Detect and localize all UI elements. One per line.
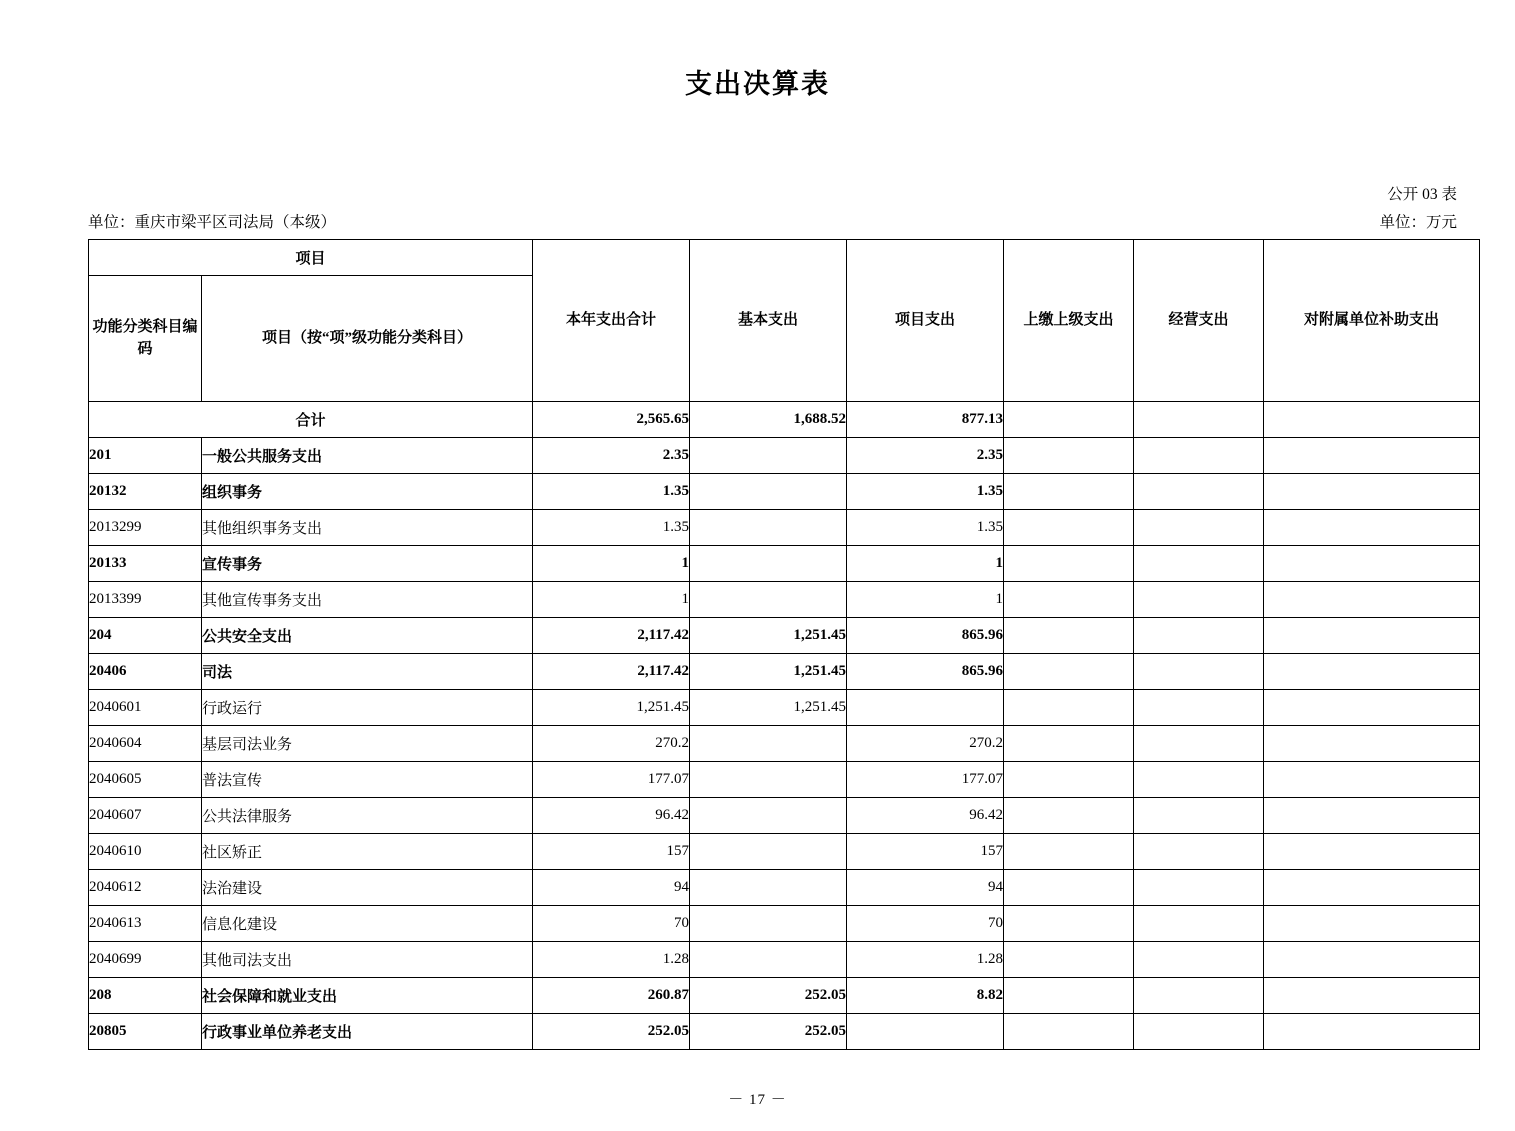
table-row <box>89 726 1480 762</box>
cell-code: 20132 <box>89 474 202 510</box>
cell-subsidy <box>1264 618 1480 654</box>
table-row <box>89 690 1480 726</box>
page-number: － 17 － <box>728 1092 787 1108</box>
table-header <box>89 240 1480 402</box>
total-row-operating <box>1134 402 1264 438</box>
cell-name: 司法 <box>202 654 533 690</box>
cell-total: 252.05 <box>533 1014 690 1050</box>
cell-project: 96.42 <box>847 798 1004 834</box>
cell-upper <box>1004 942 1134 978</box>
cell-basic <box>690 726 847 762</box>
cell-code: 2040613 <box>89 906 202 942</box>
cell-name: 信息化建设 <box>202 906 533 942</box>
cell-subsidy <box>1264 474 1480 510</box>
cell-code: 204 <box>89 618 202 654</box>
cell-upper <box>1004 654 1134 690</box>
cell-subsidy <box>1264 798 1480 834</box>
column-header-project: 项目支出 <box>847 240 1004 402</box>
table-row <box>89 1014 1480 1050</box>
cell-upper <box>1004 798 1134 834</box>
cell-operating <box>1134 978 1264 1014</box>
cell-project <box>847 1014 1004 1050</box>
cell-upper <box>1004 870 1134 906</box>
column-header-upper: 上缴上级支出 <box>1004 240 1134 402</box>
cell-basic <box>690 942 847 978</box>
cell-basic: 252.05 <box>690 1014 847 1050</box>
cell-total: 1 <box>533 546 690 582</box>
cell-total: 94 <box>533 870 690 906</box>
page-title: 支出决算表 <box>685 69 830 99</box>
cell-basic <box>690 870 847 906</box>
table-row <box>89 618 1480 654</box>
cell-basic <box>690 510 847 546</box>
cell-name: 一般公共服务支出 <box>202 438 533 474</box>
column-header-subsidy: 对附属单位补助支出 <box>1264 240 1480 402</box>
cell-subsidy <box>1264 510 1480 546</box>
cell-project: 157 <box>847 834 1004 870</box>
cell-upper <box>1004 834 1134 870</box>
cell-name: 公共法律服务 <box>202 798 533 834</box>
cell-operating <box>1134 870 1264 906</box>
table-row <box>89 654 1480 690</box>
cell-operating <box>1134 690 1264 726</box>
cell-subsidy <box>1264 978 1480 1014</box>
cell-upper <box>1004 726 1134 762</box>
cell-code: 2040607 <box>89 798 202 834</box>
column-header-total: 本年支出合计 <box>533 240 690 402</box>
cell-total: 260.87 <box>533 978 690 1014</box>
document-page <box>0 62 1515 1131</box>
cell-basic: 252.05 <box>690 978 847 1014</box>
cell-subsidy <box>1264 942 1480 978</box>
total-row-basic: 1,688.52 <box>690 402 847 438</box>
cell-basic <box>690 906 847 942</box>
table-row <box>89 546 1480 582</box>
cell-operating <box>1134 942 1264 978</box>
cell-subsidy <box>1264 438 1480 474</box>
cell-upper <box>1004 906 1134 942</box>
cell-code: 20133 <box>89 546 202 582</box>
cell-code: 208 <box>89 978 202 1014</box>
cell-code: 20805 <box>89 1014 202 1050</box>
cell-subsidy <box>1264 582 1480 618</box>
cell-total: 1,251.45 <box>533 690 690 726</box>
cell-operating <box>1134 438 1264 474</box>
cell-operating <box>1134 474 1264 510</box>
cell-name: 其他宣传事务支出 <box>202 582 533 618</box>
total-row-project: 877.13 <box>847 402 1004 438</box>
cell-operating <box>1134 510 1264 546</box>
cell-total: 177.07 <box>533 762 690 798</box>
total-row-label: 合计 <box>89 402 533 438</box>
column-header-basic: 基本支出 <box>690 240 847 402</box>
cell-total: 270.2 <box>533 726 690 762</box>
cell-basic: 1,251.45 <box>690 654 847 690</box>
cell-code: 2040605 <box>89 762 202 798</box>
cell-total: 1.35 <box>533 510 690 546</box>
cell-upper <box>1004 510 1134 546</box>
cell-subsidy <box>1264 870 1480 906</box>
cell-subsidy <box>1264 762 1480 798</box>
cell-project <box>847 690 1004 726</box>
cell-total: 1.35 <box>533 474 690 510</box>
cell-basic <box>690 582 847 618</box>
cell-operating <box>1134 582 1264 618</box>
cell-subsidy <box>1264 690 1480 726</box>
cell-subsidy <box>1264 726 1480 762</box>
column-group-project: 项目 <box>89 240 533 276</box>
cell-basic: 1,251.45 <box>690 618 847 654</box>
cell-subsidy <box>1264 1014 1480 1050</box>
cell-project: 865.96 <box>847 654 1004 690</box>
cell-basic: 1,251.45 <box>690 690 847 726</box>
cell-total: 70 <box>533 906 690 942</box>
cell-project: 1 <box>847 582 1004 618</box>
cell-upper <box>1004 762 1134 798</box>
cell-subsidy <box>1264 654 1480 690</box>
column-header-operating: 经营支出 <box>1134 240 1264 402</box>
cell-name: 其他司法支出 <box>202 942 533 978</box>
cell-operating <box>1134 546 1264 582</box>
cell-upper <box>1004 618 1134 654</box>
table-row <box>89 510 1480 546</box>
cell-code: 2040610 <box>89 834 202 870</box>
cell-name: 组织事务 <box>202 474 533 510</box>
cell-upper <box>1004 438 1134 474</box>
cell-code: 20406 <box>89 654 202 690</box>
cell-project: 1 <box>847 546 1004 582</box>
cell-basic <box>690 762 847 798</box>
expenditure-table <box>88 239 1480 1050</box>
cell-name: 宣传事务 <box>202 546 533 582</box>
cell-project: 865.96 <box>847 618 1004 654</box>
cell-basic <box>690 798 847 834</box>
cell-code: 2013399 <box>89 582 202 618</box>
cell-name: 社区矫正 <box>202 834 533 870</box>
cell-subsidy <box>1264 546 1480 582</box>
cell-upper <box>1004 582 1134 618</box>
cell-operating <box>1134 654 1264 690</box>
cell-code: 2040604 <box>89 726 202 762</box>
cell-total: 96.42 <box>533 798 690 834</box>
table-row <box>89 978 1480 1014</box>
cell-name: 其他组织事务支出 <box>202 510 533 546</box>
cell-total: 2,117.42 <box>533 654 690 690</box>
cell-name: 社会保障和就业支出 <box>202 978 533 1014</box>
cell-upper <box>1004 690 1134 726</box>
table-row <box>89 834 1480 870</box>
cell-upper <box>1004 474 1134 510</box>
cell-project: 1.35 <box>847 474 1004 510</box>
cell-operating <box>1134 1014 1264 1050</box>
cell-code: 201 <box>89 438 202 474</box>
cell-name: 法治建设 <box>202 870 533 906</box>
cell-total: 1.28 <box>533 942 690 978</box>
cell-project: 8.82 <box>847 978 1004 1014</box>
cell-subsidy <box>1264 906 1480 942</box>
column-header-name: 项目（按“项”级功能分类科目） <box>202 276 533 402</box>
cell-project: 1.35 <box>847 510 1004 546</box>
cell-operating <box>1134 618 1264 654</box>
cell-total: 157 <box>533 834 690 870</box>
table-row <box>89 438 1480 474</box>
total-row-total: 2,565.65 <box>533 402 690 438</box>
table-row <box>89 582 1480 618</box>
cell-upper <box>1004 546 1134 582</box>
amount-unit-label: 单位：万元 <box>1379 214 1457 231</box>
total-row-upper <box>1004 402 1134 438</box>
cell-basic <box>690 438 847 474</box>
cell-total: 2,117.42 <box>533 618 690 654</box>
cell-name: 普法宣传 <box>202 762 533 798</box>
table-row <box>89 906 1480 942</box>
cell-operating <box>1134 726 1264 762</box>
cell-total: 2.35 <box>533 438 690 474</box>
cell-project: 177.07 <box>847 762 1004 798</box>
cell-project: 1.28 <box>847 942 1004 978</box>
cell-upper <box>1004 978 1134 1014</box>
table-row <box>89 870 1480 906</box>
total-row-subsidy <box>1264 402 1480 438</box>
cell-code: 2040699 <box>89 942 202 978</box>
cell-name: 公共安全支出 <box>202 618 533 654</box>
cell-project: 94 <box>847 870 1004 906</box>
table-header-group-row <box>89 240 1480 276</box>
cell-code: 2040601 <box>89 690 202 726</box>
cell-code: 2040612 <box>89 870 202 906</box>
cell-operating <box>1134 834 1264 870</box>
cell-code: 2013299 <box>89 510 202 546</box>
table-row <box>89 762 1480 798</box>
cell-basic <box>690 834 847 870</box>
cell-operating <box>1134 798 1264 834</box>
table-body <box>89 402 1480 1050</box>
cell-operating <box>1134 762 1264 798</box>
cell-basic <box>690 546 847 582</box>
cell-name: 行政事业单位养老支出 <box>202 1014 533 1050</box>
table-row <box>89 798 1480 834</box>
table-row-total <box>89 402 1480 438</box>
cell-basic <box>690 474 847 510</box>
table-row <box>89 942 1480 978</box>
cell-project: 270.2 <box>847 726 1004 762</box>
table-row <box>89 474 1480 510</box>
cell-project: 2.35 <box>847 438 1004 474</box>
cell-subsidy <box>1264 834 1480 870</box>
cell-project: 70 <box>847 906 1004 942</box>
unit-name-label: 单位：重庆市梁平区司法局（本级） <box>88 214 337 231</box>
form-number: 公开 03 表 <box>1387 186 1457 203</box>
cell-name: 基层司法业务 <box>202 726 533 762</box>
cell-total: 1 <box>533 582 690 618</box>
cell-upper <box>1004 1014 1134 1050</box>
cell-operating <box>1134 906 1264 942</box>
column-header-code: 功能分类科目编码 <box>89 276 202 402</box>
cell-name: 行政运行 <box>202 690 533 726</box>
